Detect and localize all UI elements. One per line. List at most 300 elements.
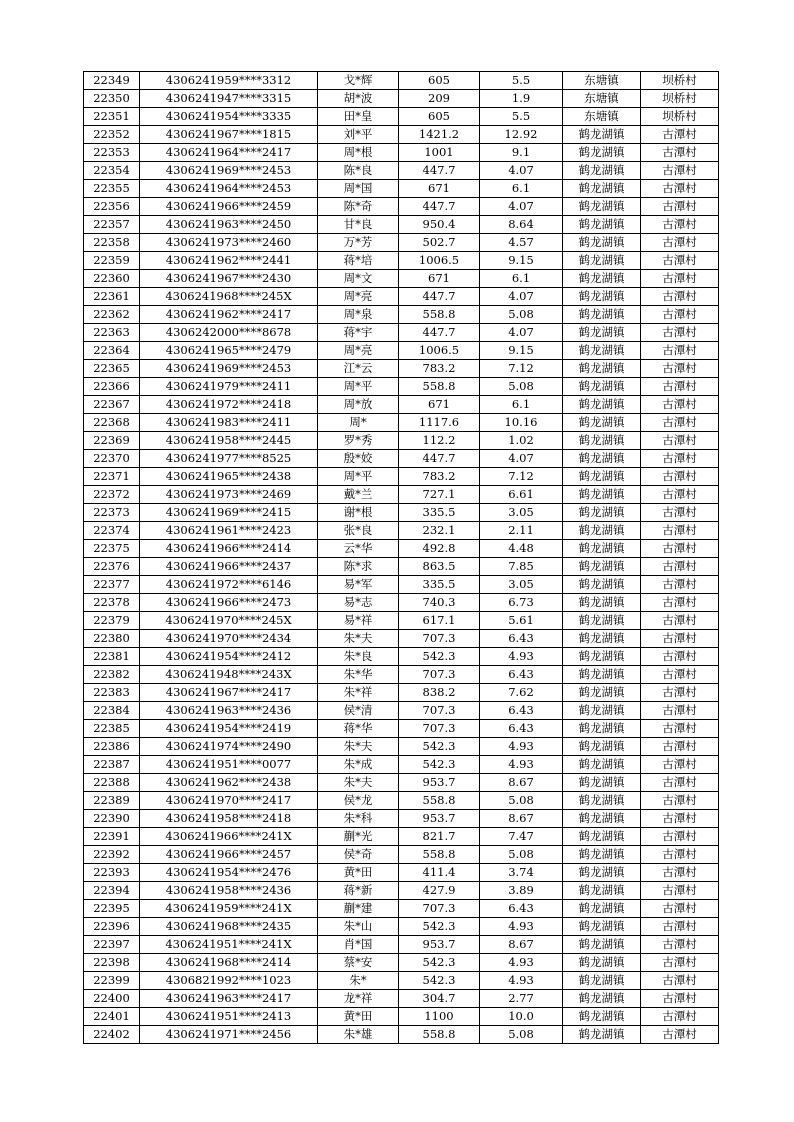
table-row: [84, 504, 719, 522]
cell-id-number: 4306241979****2411: [140, 378, 318, 396]
cell-village: 古潭村: [641, 792, 719, 810]
cell-row-number: 22375: [84, 540, 140, 558]
table-row: [84, 540, 719, 558]
cell-row-number: 22370: [84, 450, 140, 468]
cell-village: 坝桥村: [641, 108, 719, 126]
cell-quantity: 5.08: [480, 378, 563, 396]
cell-amount: 1100: [399, 1008, 480, 1026]
cell-name: 肖*国: [318, 936, 399, 954]
cell-village: 古潭村: [641, 720, 719, 738]
cell-amount: 112.2: [399, 432, 480, 450]
cell-town: 鹤龙湖镇: [563, 684, 641, 702]
cell-quantity: 8.67: [480, 774, 563, 792]
cell-row-number: 22396: [84, 918, 140, 936]
cell-name: 易*志: [318, 594, 399, 612]
cell-amount: 783.2: [399, 468, 480, 486]
cell-id-number: 4306241962****2417: [140, 306, 318, 324]
cell-village: 古潭村: [641, 828, 719, 846]
cell-name: 蒯*建: [318, 900, 399, 918]
cell-quantity: 10.0: [480, 1008, 563, 1026]
cell-amount: 863.5: [399, 558, 480, 576]
cell-row-number: 22384: [84, 702, 140, 720]
cell-quantity: 6.73: [480, 594, 563, 612]
cell-name: 陈*良: [318, 162, 399, 180]
cell-amount: 558.8: [399, 846, 480, 864]
cell-village: 古潭村: [641, 666, 719, 684]
table-row: [84, 846, 719, 864]
cell-name: 周*: [318, 414, 399, 432]
cell-town: 鹤龙湖镇: [563, 162, 641, 180]
cell-row-number: 22388: [84, 774, 140, 792]
cell-id-number: 4306241963****2417: [140, 990, 318, 1008]
cell-amount: 727.1: [399, 486, 480, 504]
cell-row-number: 22363: [84, 324, 140, 342]
cell-quantity: 7.12: [480, 468, 563, 486]
table-row: [84, 1008, 719, 1026]
cell-quantity: 6.1: [480, 180, 563, 198]
cell-quantity: 8.67: [480, 936, 563, 954]
cell-quantity: 7.47: [480, 828, 563, 846]
cell-town: 鹤龙湖镇: [563, 504, 641, 522]
cell-row-number: 22399: [84, 972, 140, 990]
cell-village: 古潭村: [641, 540, 719, 558]
cell-town: 鹤龙湖镇: [563, 918, 641, 936]
cell-quantity: 7.62: [480, 684, 563, 702]
cell-amount: 492.8: [399, 540, 480, 558]
cell-village: 古潭村: [641, 702, 719, 720]
table-row: [84, 360, 719, 378]
cell-row-number: 22398: [84, 954, 140, 972]
cell-name: 周*亮: [318, 342, 399, 360]
cell-village: 古潭村: [641, 180, 719, 198]
cell-id-number: 4306241966****2457: [140, 846, 318, 864]
cell-row-number: 22379: [84, 612, 140, 630]
cell-name: 周*放: [318, 396, 399, 414]
cell-amount: 558.8: [399, 378, 480, 396]
cell-quantity: 6.1: [480, 270, 563, 288]
cell-amount: 1001: [399, 144, 480, 162]
table-row: [84, 630, 719, 648]
cell-town: 鹤龙湖镇: [563, 738, 641, 756]
cell-town: 鹤龙湖镇: [563, 342, 641, 360]
cell-quantity: 3.74: [480, 864, 563, 882]
cell-town: 鹤龙湖镇: [563, 468, 641, 486]
cell-name: 周*亮: [318, 288, 399, 306]
cell-name: 蒋*新: [318, 882, 399, 900]
cell-quantity: 4.07: [480, 288, 563, 306]
cell-town: 鹤龙湖镇: [563, 666, 641, 684]
cell-town: 鹤龙湖镇: [563, 270, 641, 288]
cell-quantity: 5.5: [480, 72, 563, 90]
cell-name: 殷*姣: [318, 450, 399, 468]
cell-quantity: 8.64: [480, 216, 563, 234]
cell-id-number: 4306241958****2436: [140, 882, 318, 900]
cell-amount: 1006.5: [399, 342, 480, 360]
cell-row-number: 22400: [84, 990, 140, 1008]
cell-name: 周*泉: [318, 306, 399, 324]
cell-quantity: 4.93: [480, 918, 563, 936]
cell-town: 鹤龙湖镇: [563, 432, 641, 450]
cell-amount: 953.7: [399, 774, 480, 792]
cell-id-number: 4306241968****2435: [140, 918, 318, 936]
table-row: [84, 936, 719, 954]
cell-quantity: 8.67: [480, 810, 563, 828]
cell-quantity: 5.61: [480, 612, 563, 630]
table-row: [84, 702, 719, 720]
table-row: [84, 918, 719, 936]
cell-quantity: 6.43: [480, 900, 563, 918]
cell-id-number: 4306241964****2417: [140, 144, 318, 162]
cell-village: 古潭村: [641, 612, 719, 630]
cell-quantity: 4.07: [480, 450, 563, 468]
cell-id-number: 4306241966****2437: [140, 558, 318, 576]
cell-quantity: 6.43: [480, 720, 563, 738]
cell-village: 古潭村: [641, 558, 719, 576]
cell-quantity: 5.08: [480, 306, 563, 324]
cell-town: 鹤龙湖镇: [563, 324, 641, 342]
cell-id-number: 4306241965****2438: [140, 468, 318, 486]
cell-village: 古潭村: [641, 486, 719, 504]
cell-town: 鹤龙湖镇: [563, 144, 641, 162]
cell-town: 鹤龙湖镇: [563, 900, 641, 918]
cell-quantity: 2.77: [480, 990, 563, 1008]
cell-town: 鹤龙湖镇: [563, 756, 641, 774]
cell-id-number: 4306241962****2438: [140, 774, 318, 792]
cell-village: 古潭村: [641, 864, 719, 882]
cell-amount: 542.3: [399, 738, 480, 756]
cell-village: 古潭村: [641, 216, 719, 234]
cell-village: 古潭村: [641, 900, 719, 918]
cell-village: 古潭村: [641, 144, 719, 162]
cell-row-number: 22367: [84, 396, 140, 414]
cell-town: 鹤龙湖镇: [563, 540, 641, 558]
cell-town: 鹤龙湖镇: [563, 450, 641, 468]
cell-name: 朱*雄: [318, 1026, 399, 1044]
cell-id-number: 4306241967****2430: [140, 270, 318, 288]
cell-quantity: 4.93: [480, 648, 563, 666]
table-row: [84, 72, 719, 90]
cell-amount: 542.3: [399, 756, 480, 774]
cell-id-number: 4306241947****3315: [140, 90, 318, 108]
cell-quantity: 5.08: [480, 792, 563, 810]
cell-id-number: 4306241951****2413: [140, 1008, 318, 1026]
cell-village: 古潭村: [641, 396, 719, 414]
cell-town: 鹤龙湖镇: [563, 1026, 641, 1044]
cell-quantity: 3.05: [480, 576, 563, 594]
cell-id-number: 4306241962****2441: [140, 252, 318, 270]
cell-name: 张*良: [318, 522, 399, 540]
cell-town: 鹤龙湖镇: [563, 360, 641, 378]
table-row: [84, 450, 719, 468]
cell-row-number: 22373: [84, 504, 140, 522]
cell-id-number: 4306241963****2436: [140, 702, 318, 720]
cell-id-number: 4306241948****243X: [140, 666, 318, 684]
cell-row-number: 22368: [84, 414, 140, 432]
table-body: [84, 72, 719, 1044]
cell-amount: 953.7: [399, 810, 480, 828]
cell-name: 朱*祥: [318, 684, 399, 702]
cell-amount: 707.3: [399, 720, 480, 738]
table-row: [84, 432, 719, 450]
cell-town: 东塘镇: [563, 90, 641, 108]
cell-row-number: 22377: [84, 576, 140, 594]
cell-id-number: 4306821992****1023: [140, 972, 318, 990]
cell-amount: 335.5: [399, 576, 480, 594]
cell-village: 古潭村: [641, 756, 719, 774]
cell-id-number: 4306241969****2415: [140, 504, 318, 522]
cell-quantity: 12.92: [480, 126, 563, 144]
cell-name: 周*平: [318, 378, 399, 396]
cell-village: 古潭村: [641, 360, 719, 378]
cell-town: 鹤龙湖镇: [563, 576, 641, 594]
cell-village: 古潭村: [641, 378, 719, 396]
table-row: [84, 972, 719, 990]
cell-name: 蒋*华: [318, 720, 399, 738]
cell-quantity: 4.57: [480, 234, 563, 252]
cell-village: 古潭村: [641, 270, 719, 288]
cell-village: 古潭村: [641, 774, 719, 792]
cell-town: 鹤龙湖镇: [563, 612, 641, 630]
cell-id-number: 4306241951****0077: [140, 756, 318, 774]
cell-quantity: 9.15: [480, 252, 563, 270]
cell-amount: 605: [399, 72, 480, 90]
cell-id-number: 4306241959****241X: [140, 900, 318, 918]
cell-town: 鹤龙湖镇: [563, 288, 641, 306]
cell-amount: 542.3: [399, 972, 480, 990]
cell-amount: 447.7: [399, 324, 480, 342]
cell-town: 鹤龙湖镇: [563, 720, 641, 738]
cell-name: 黄*田: [318, 864, 399, 882]
cell-row-number: 22350: [84, 90, 140, 108]
cell-name: 戴*兰: [318, 486, 399, 504]
cell-village: 古潭村: [641, 810, 719, 828]
cell-town: 鹤龙湖镇: [563, 792, 641, 810]
cell-amount: 953.7: [399, 936, 480, 954]
cell-quantity: 6.61: [480, 486, 563, 504]
cell-village: 古潭村: [641, 468, 719, 486]
cell-village: 古潭村: [641, 738, 719, 756]
table-row: [84, 954, 719, 972]
table-row: [84, 774, 719, 792]
cell-village: 古潭村: [641, 630, 719, 648]
table-row: [84, 756, 719, 774]
cell-amount: 304.7: [399, 990, 480, 1008]
cell-row-number: 22349: [84, 72, 140, 90]
cell-village: 坝桥村: [641, 90, 719, 108]
cell-quantity: 6.43: [480, 630, 563, 648]
cell-row-number: 22401: [84, 1008, 140, 1026]
cell-name: 周*文: [318, 270, 399, 288]
cell-town: 鹤龙湖镇: [563, 828, 641, 846]
cell-id-number: 4306241951****241X: [140, 936, 318, 954]
table-row: [84, 306, 719, 324]
table-row: [84, 594, 719, 612]
cell-row-number: 22394: [84, 882, 140, 900]
cell-town: 鹤龙湖镇: [563, 198, 641, 216]
cell-quantity: 4.07: [480, 162, 563, 180]
cell-row-number: 22352: [84, 126, 140, 144]
cell-row-number: 22392: [84, 846, 140, 864]
cell-quantity: 10.16: [480, 414, 563, 432]
table-row: [84, 126, 719, 144]
cell-id-number: 4306241954****2412: [140, 648, 318, 666]
table-row: [84, 990, 719, 1008]
cell-quantity: 4.93: [480, 738, 563, 756]
cell-id-number: 4306241954****2476: [140, 864, 318, 882]
cell-id-number: 4306241971****2456: [140, 1026, 318, 1044]
cell-row-number: 22358: [84, 234, 140, 252]
cell-amount: 542.3: [399, 918, 480, 936]
cell-town: 鹤龙湖镇: [563, 216, 641, 234]
cell-amount: 232.1: [399, 522, 480, 540]
cell-name: 田*皇: [318, 108, 399, 126]
cell-village: 古潭村: [641, 648, 719, 666]
cell-row-number: 22385: [84, 720, 140, 738]
cell-town: 鹤龙湖镇: [563, 864, 641, 882]
cell-id-number: 4306241970****245X: [140, 612, 318, 630]
cell-town: 鹤龙湖镇: [563, 486, 641, 504]
cell-id-number: 4306241966****2414: [140, 540, 318, 558]
cell-village: 古潭村: [641, 882, 719, 900]
cell-town: 东塘镇: [563, 72, 641, 90]
cell-id-number: 4306241966****241X: [140, 828, 318, 846]
cell-amount: 335.5: [399, 504, 480, 522]
cell-village: 古潭村: [641, 252, 719, 270]
cell-id-number: 4306241969****2453: [140, 162, 318, 180]
cell-id-number: 4306241967****1815: [140, 126, 318, 144]
cell-village: 古潭村: [641, 522, 719, 540]
cell-id-number: 4306241970****2417: [140, 792, 318, 810]
data-table: [83, 71, 719, 1044]
cell-quantity: 1.02: [480, 432, 563, 450]
cell-row-number: 22386: [84, 738, 140, 756]
cell-row-number: 22382: [84, 666, 140, 684]
cell-id-number: 4306241961****2423: [140, 522, 318, 540]
cell-town: 鹤龙湖镇: [563, 396, 641, 414]
cell-quantity: 3.89: [480, 882, 563, 900]
cell-village: 古潭村: [641, 972, 719, 990]
cell-row-number: 22378: [84, 594, 140, 612]
cell-town: 鹤龙湖镇: [563, 936, 641, 954]
cell-name: 黄*田: [318, 1008, 399, 1026]
table-row: [84, 720, 719, 738]
cell-id-number: 4306241969****2453: [140, 360, 318, 378]
cell-row-number: 22369: [84, 432, 140, 450]
cell-village: 古潭村: [641, 288, 719, 306]
cell-quantity: 4.93: [480, 972, 563, 990]
cell-village: 古潭村: [641, 306, 719, 324]
table-row: [84, 738, 719, 756]
cell-id-number: 4306241966****2473: [140, 594, 318, 612]
cell-quantity: 4.07: [480, 324, 563, 342]
table-row: [84, 270, 719, 288]
table-row: [84, 864, 719, 882]
cell-quantity: 7.12: [480, 360, 563, 378]
cell-amount: 558.8: [399, 1026, 480, 1044]
cell-village: 坝桥村: [641, 72, 719, 90]
cell-town: 鹤龙湖镇: [563, 1008, 641, 1026]
cell-name: 周*国: [318, 180, 399, 198]
cell-name: 蒋*培: [318, 252, 399, 270]
cell-amount: 1006.5: [399, 252, 480, 270]
cell-row-number: 22387: [84, 756, 140, 774]
cell-name: 甘*良: [318, 216, 399, 234]
cell-amount: 542.3: [399, 954, 480, 972]
cell-quantity: 4.07: [480, 198, 563, 216]
cell-row-number: 22353: [84, 144, 140, 162]
cell-row-number: 22397: [84, 936, 140, 954]
cell-quantity: 4.48: [480, 540, 563, 558]
cell-id-number: 4306241958****2418: [140, 810, 318, 828]
cell-name: 侯*奇: [318, 846, 399, 864]
cell-town: 鹤龙湖镇: [563, 972, 641, 990]
cell-village: 古潭村: [641, 594, 719, 612]
cell-id-number: 4306241977****8525: [140, 450, 318, 468]
cell-row-number: 22366: [84, 378, 140, 396]
cell-name: 侯*清: [318, 702, 399, 720]
table-row: [84, 144, 719, 162]
cell-town: 鹤龙湖镇: [563, 558, 641, 576]
cell-amount: 671: [399, 396, 480, 414]
cell-row-number: 22360: [84, 270, 140, 288]
cell-name: 万*芳: [318, 234, 399, 252]
cell-name: 朱*夫: [318, 774, 399, 792]
cell-row-number: 22357: [84, 216, 140, 234]
cell-amount: 707.3: [399, 630, 480, 648]
cell-name: 朱*夫: [318, 630, 399, 648]
cell-village: 古潭村: [641, 450, 719, 468]
cell-town: 鹤龙湖镇: [563, 702, 641, 720]
cell-row-number: 22395: [84, 900, 140, 918]
cell-village: 古潭村: [641, 1026, 719, 1044]
cell-town: 鹤龙湖镇: [563, 414, 641, 432]
cell-village: 古潭村: [641, 846, 719, 864]
table-row: [84, 612, 719, 630]
cell-amount: 821.7: [399, 828, 480, 846]
cell-id-number: 4306241954****2419: [140, 720, 318, 738]
table-row: [84, 468, 719, 486]
table-row: [84, 216, 719, 234]
cell-name: 云*华: [318, 540, 399, 558]
cell-name: 胡*波: [318, 90, 399, 108]
cell-amount: 707.3: [399, 702, 480, 720]
cell-quantity: 9.15: [480, 342, 563, 360]
cell-name: 朱*山: [318, 918, 399, 936]
cell-row-number: 22371: [84, 468, 140, 486]
cell-town: 鹤龙湖镇: [563, 252, 641, 270]
cell-row-number: 22376: [84, 558, 140, 576]
table-row: [84, 558, 719, 576]
table-row: [84, 90, 719, 108]
cell-id-number: 4306241973****2460: [140, 234, 318, 252]
cell-town: 东塘镇: [563, 108, 641, 126]
cell-id-number: 4306241974****2490: [140, 738, 318, 756]
cell-town: 鹤龙湖镇: [563, 810, 641, 828]
cell-amount: 740.3: [399, 594, 480, 612]
cell-id-number: 4306241958****2445: [140, 432, 318, 450]
table-row: [84, 684, 719, 702]
cell-row-number: 22356: [84, 198, 140, 216]
cell-quantity: 7.85: [480, 558, 563, 576]
cell-town: 鹤龙湖镇: [563, 774, 641, 792]
cell-amount: 671: [399, 270, 480, 288]
cell-quantity: 4.93: [480, 756, 563, 774]
cell-amount: 605: [399, 108, 480, 126]
table-row: [84, 378, 719, 396]
cell-name: 易*军: [318, 576, 399, 594]
cell-village: 古潭村: [641, 918, 719, 936]
cell-name: 朱*科: [318, 810, 399, 828]
